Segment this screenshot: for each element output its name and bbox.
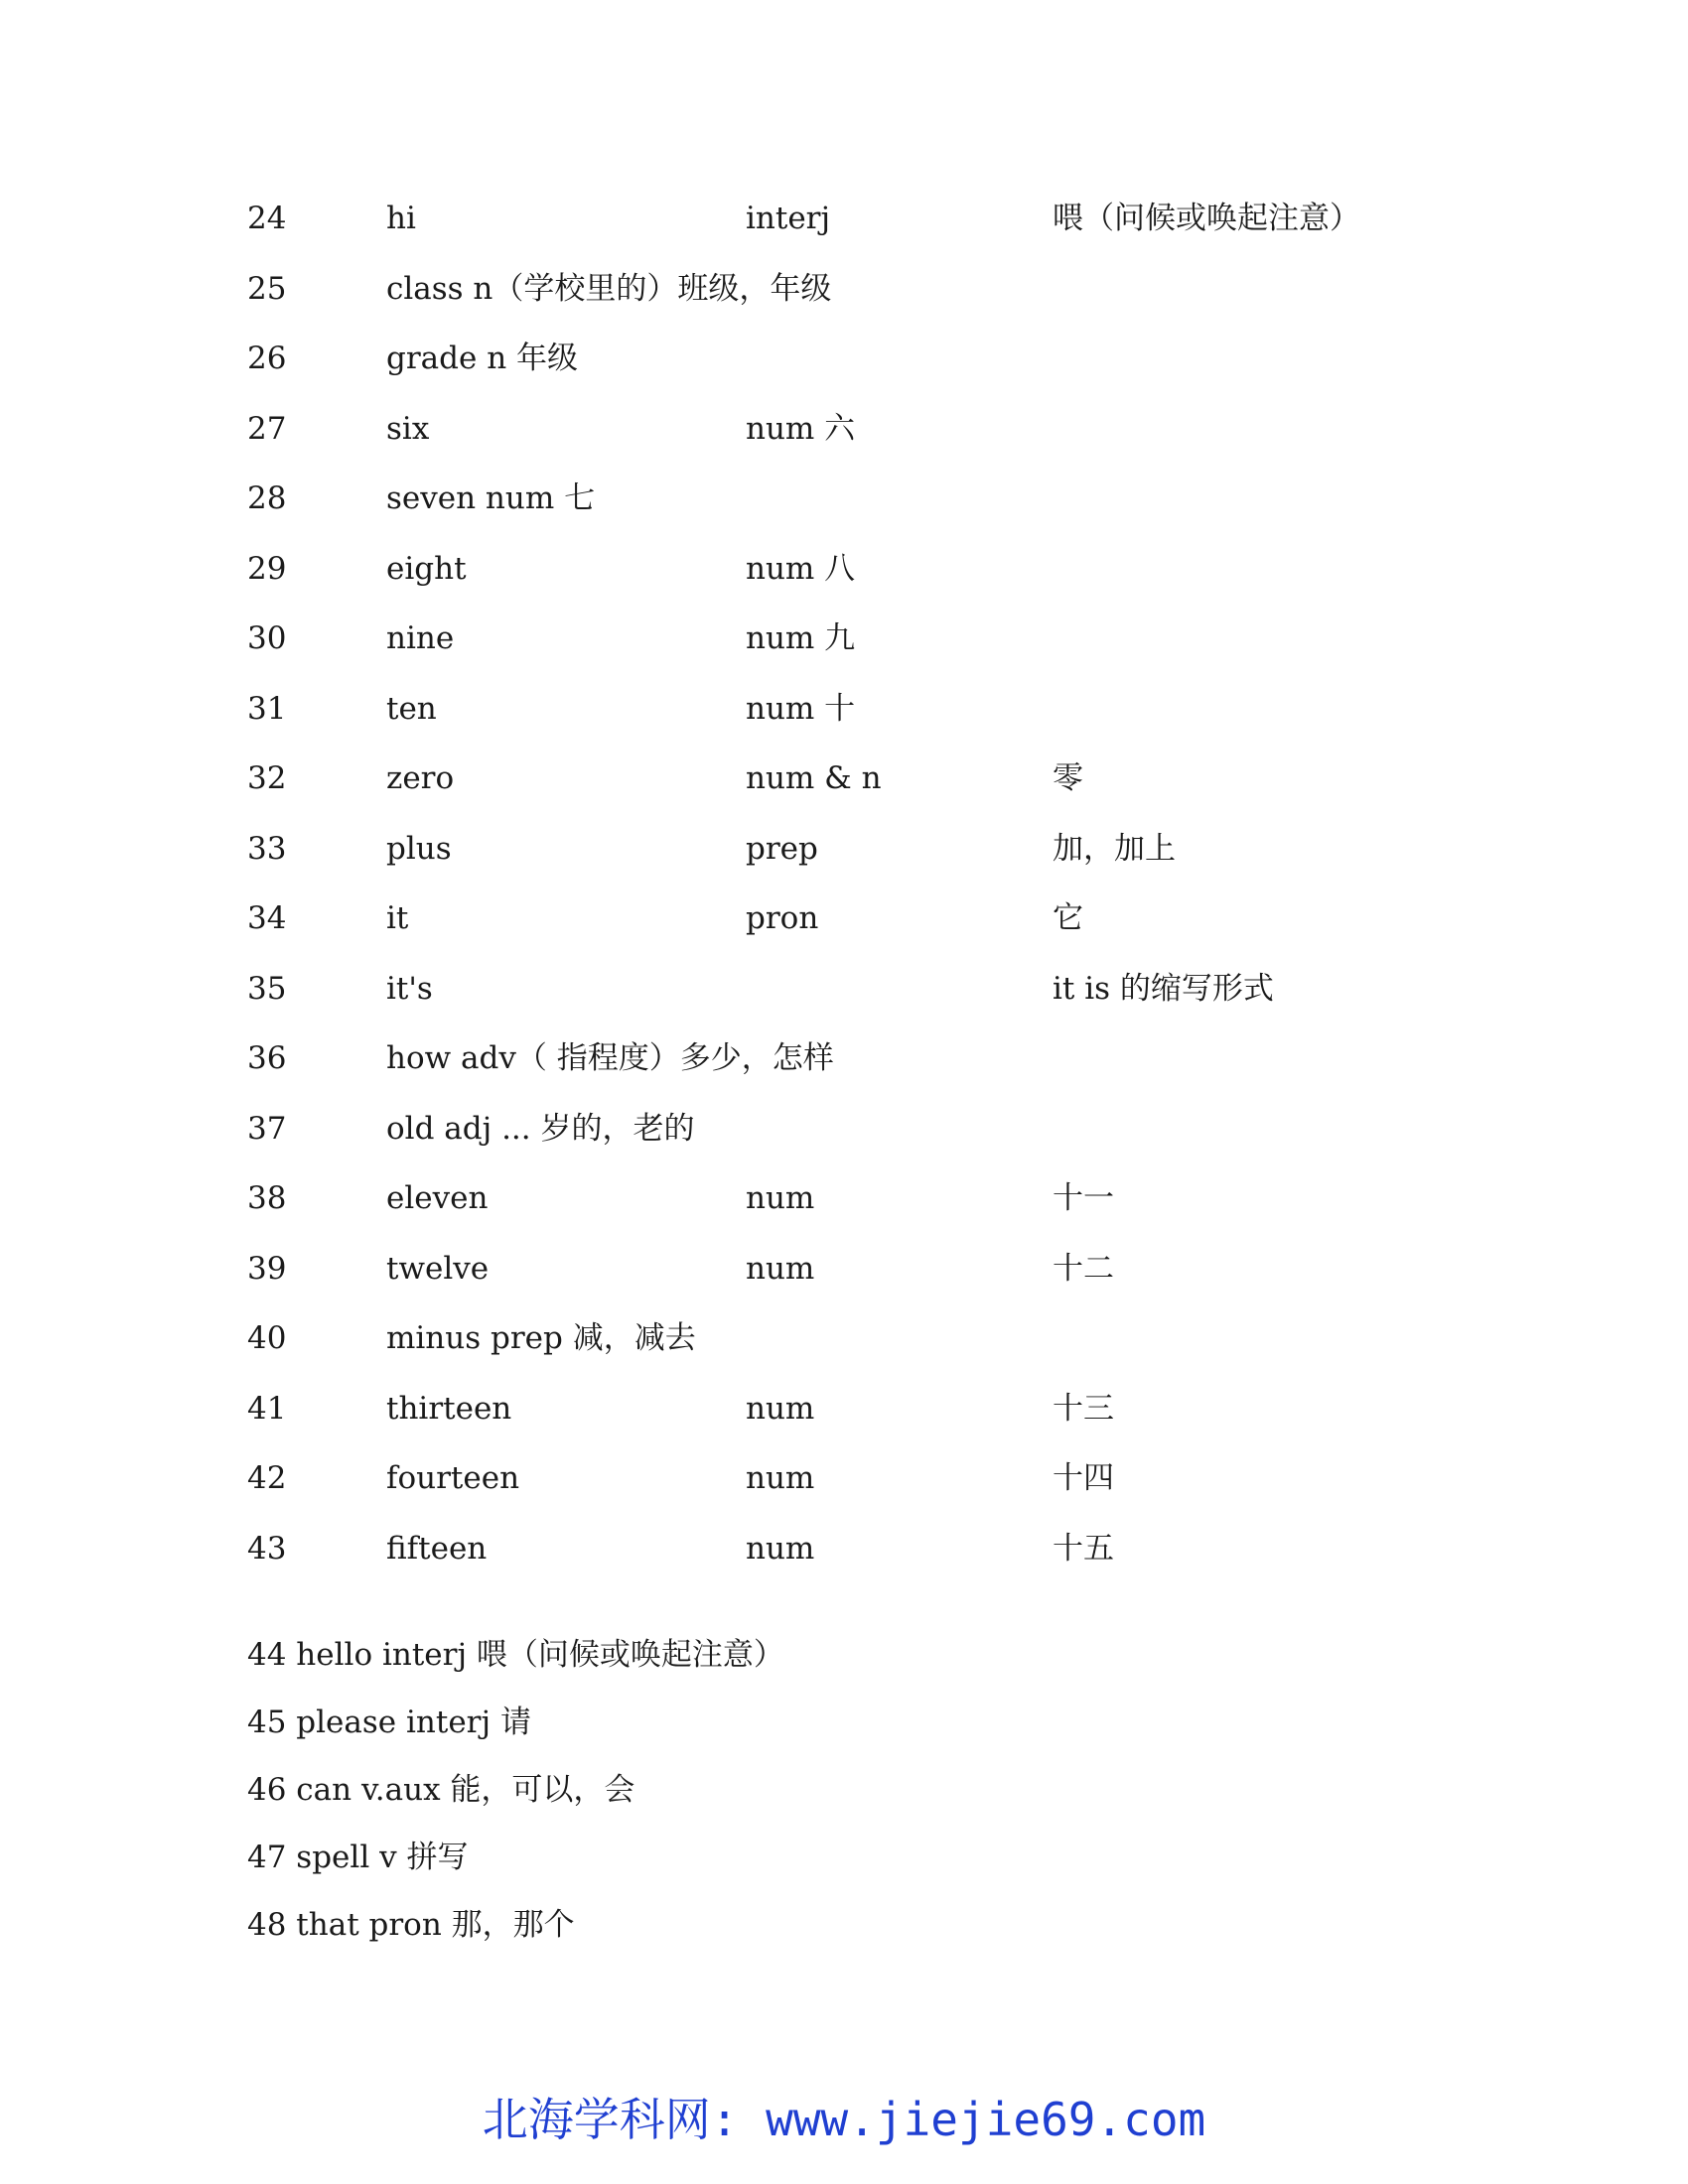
entry-part-of-speech: prep bbox=[746, 830, 818, 867]
entry-number: 28 bbox=[247, 480, 287, 516]
list-item: 47 spell v 拼写 bbox=[247, 1840, 469, 1875]
entry-word: fifteen bbox=[386, 1530, 488, 1567]
entry-part-of-speech: interj bbox=[746, 201, 831, 236]
list-item: 48 that pron 那，那个 bbox=[247, 1907, 575, 1943]
entry-number: 29 bbox=[247, 550, 287, 587]
entry-number: 31 bbox=[247, 690, 287, 727]
entry-number: 25 bbox=[247, 270, 287, 307]
entry-word: it's bbox=[386, 970, 433, 1007]
entry-word: grade n 年级 bbox=[386, 341, 579, 376]
entry-word: seven num 七 bbox=[386, 480, 596, 516]
entry-word: fourteen bbox=[386, 1460, 520, 1496]
entry-word: eight bbox=[386, 550, 467, 587]
entry-word: ten bbox=[386, 690, 437, 727]
list-item: 46 can v.aux 能，可以，会 bbox=[247, 1772, 635, 1808]
entry-word: zero bbox=[386, 760, 455, 796]
entry-part-of-speech: num bbox=[746, 1530, 815, 1567]
entry-part-of-speech: num bbox=[746, 1390, 815, 1427]
entry-number: 35 bbox=[247, 970, 287, 1007]
entry-number: 43 bbox=[247, 1530, 287, 1567]
entry-meaning: 十四 bbox=[1053, 1460, 1114, 1496]
entry-meaning: 十三 bbox=[1053, 1390, 1114, 1427]
entry-part-of-speech: num 八 bbox=[746, 550, 856, 587]
entry-part-of-speech: num bbox=[746, 1180, 815, 1216]
entry-part-of-speech: num bbox=[746, 1460, 815, 1496]
footer-watermark: 北海学科网: www.jiejie69.com bbox=[482, 2093, 1206, 2146]
entry-number: 38 bbox=[247, 1180, 287, 1216]
entry-number: 32 bbox=[247, 760, 287, 796]
entry-number: 33 bbox=[247, 830, 287, 867]
entry-word: nine bbox=[386, 620, 455, 656]
entry-number: 36 bbox=[247, 1040, 287, 1076]
entry-number: 30 bbox=[247, 620, 287, 656]
entry-part-of-speech: pron bbox=[746, 900, 819, 936]
entry-number: 40 bbox=[247, 1320, 287, 1356]
entry-number: 26 bbox=[247, 341, 287, 376]
entry-meaning: 零 bbox=[1053, 760, 1083, 796]
entry-word: hi bbox=[386, 201, 416, 236]
entry-number: 24 bbox=[247, 201, 287, 236]
entry-word: thirteen bbox=[386, 1390, 512, 1427]
entry-meaning: 十一 bbox=[1053, 1180, 1114, 1216]
entry-word: plus bbox=[386, 830, 452, 867]
entry-meaning: 喂（问候或唤起注意） bbox=[1053, 201, 1360, 236]
entry-part-of-speech: num bbox=[746, 1250, 815, 1287]
entry-word: minus prep 减，减去 bbox=[386, 1320, 696, 1356]
entry-word: old adj ... 岁的，老的 bbox=[386, 1110, 695, 1147]
entry-meaning: 它 bbox=[1053, 900, 1083, 936]
entry-word: twelve bbox=[386, 1250, 490, 1287]
entry-word: class n（学校里的）班级，年级 bbox=[386, 270, 832, 307]
entry-number: 34 bbox=[247, 900, 287, 936]
entry-number: 39 bbox=[247, 1250, 287, 1287]
list-item: 45 please interj 请 bbox=[247, 1705, 531, 1740]
entry-word: six bbox=[386, 410, 430, 447]
entry-meaning: 加，加上 bbox=[1053, 830, 1176, 867]
list-item: 44 hello interj 喂（问候或唤起注意） bbox=[247, 1637, 784, 1673]
entry-meaning: 十二 bbox=[1053, 1250, 1114, 1287]
entry-number: 27 bbox=[247, 410, 287, 447]
entry-word: it bbox=[386, 900, 409, 936]
entry-part-of-speech: num 十 bbox=[746, 690, 856, 727]
entry-number: 42 bbox=[247, 1460, 287, 1496]
entry-meaning: it is 的缩写形式 bbox=[1053, 970, 1274, 1007]
entry-word: how adv（ 指程度）多少，怎样 bbox=[386, 1040, 834, 1076]
entry-part-of-speech: num & n bbox=[746, 760, 882, 796]
entry-word: eleven bbox=[386, 1180, 489, 1216]
entry-number: 41 bbox=[247, 1390, 287, 1427]
entry-part-of-speech: num 九 bbox=[746, 620, 856, 656]
entry-number: 37 bbox=[247, 1110, 287, 1147]
entry-meaning: 十五 bbox=[1053, 1530, 1114, 1567]
entry-part-of-speech: num 六 bbox=[746, 410, 856, 447]
